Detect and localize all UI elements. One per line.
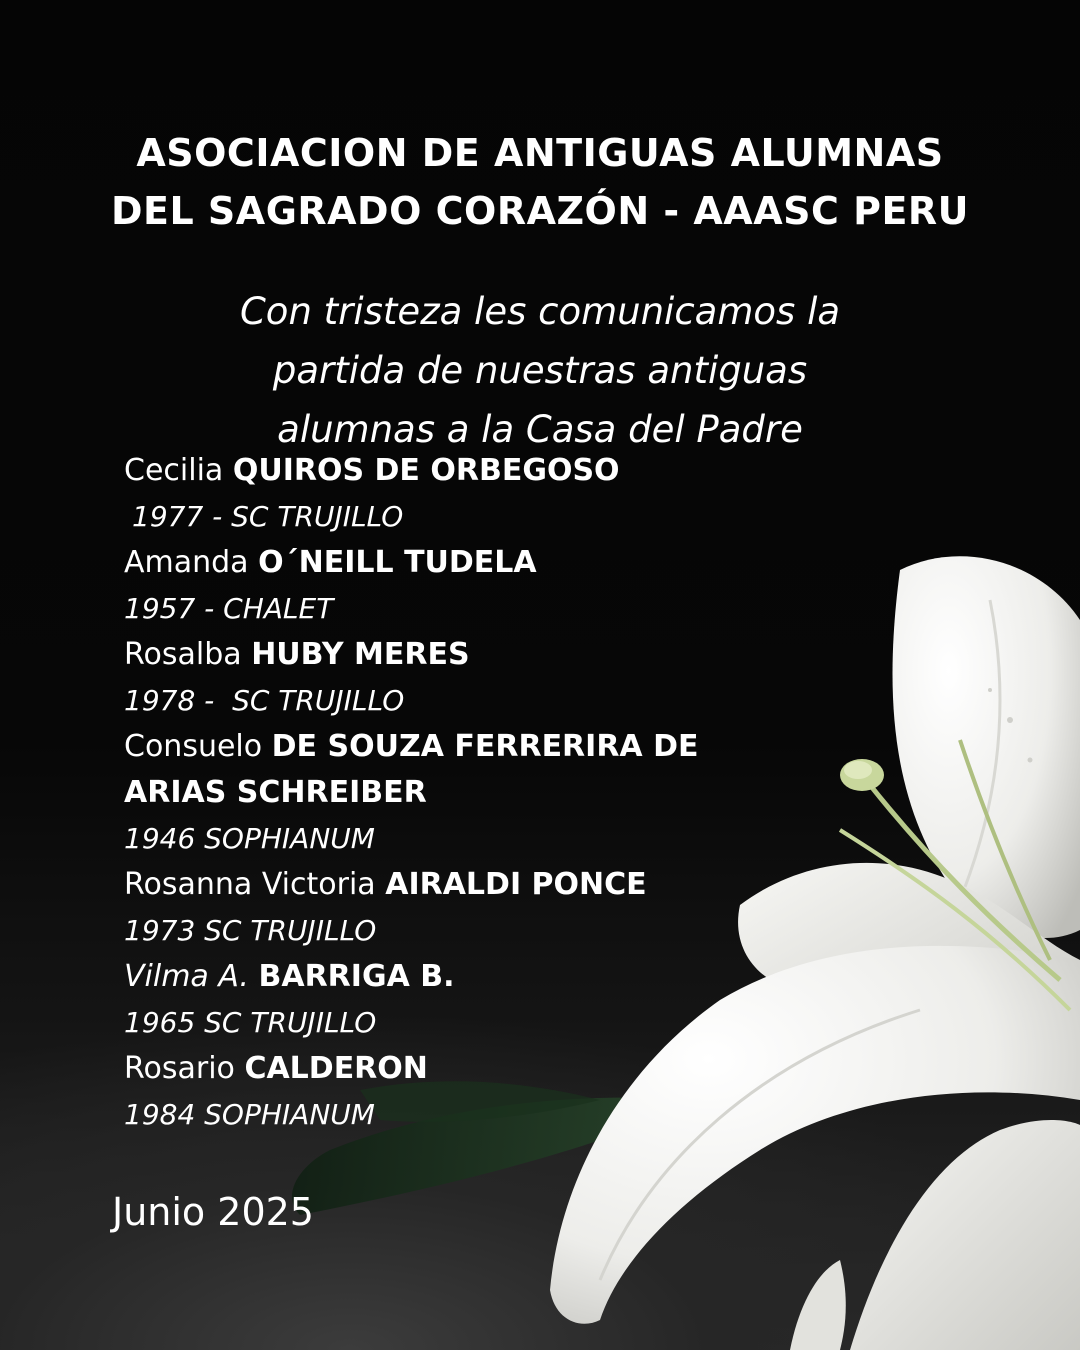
last-name: O´NEILL TUDELA xyxy=(258,545,537,580)
last-name: QUIROS DE ORBEGOSO xyxy=(232,453,620,488)
person-name xyxy=(124,632,824,678)
list-item xyxy=(124,632,824,724)
class-year-school: 1977 - SC TRUJILLO xyxy=(132,500,404,533)
class-year-school: 1946 SOPHIANUM xyxy=(124,822,375,855)
last-name: AIRALDI PONCE xyxy=(385,867,647,902)
condolence-message xyxy=(0,282,1080,459)
title-line-1: ASOCIACION DE ANTIGUAS ALUMNAS xyxy=(136,131,944,175)
person-name xyxy=(124,540,824,586)
class-year-school: 1965 SC TRUJILLO xyxy=(124,1006,377,1039)
class-year-school: 1957 - CHALET xyxy=(124,592,334,625)
first-name: Amanda xyxy=(124,545,249,580)
class-year-school: 1978 - SC TRUJILLO xyxy=(124,684,405,717)
first-name: Rosanna Victoria xyxy=(124,867,376,902)
person-name xyxy=(124,862,824,908)
list-item xyxy=(124,862,824,954)
list-item xyxy=(124,448,824,540)
list-item xyxy=(124,540,824,632)
class-year-school: 1984 SOPHIANUM xyxy=(124,1098,375,1131)
last-name: CALDERON xyxy=(244,1051,428,1086)
last-name: BARRIGA B. xyxy=(258,959,455,994)
message-line-1: Con tristeza les comunicamos la xyxy=(239,290,841,333)
deceased-list xyxy=(124,448,824,1138)
title-line-2: DEL SAGRADO CORAZÓN - AAASC PERU xyxy=(110,189,970,233)
list-item xyxy=(124,724,824,862)
person-name xyxy=(124,724,744,816)
first-name: Cecilia xyxy=(124,453,224,488)
association-title xyxy=(0,124,1080,240)
person-name xyxy=(124,954,824,1000)
first-name: Rosalba xyxy=(124,637,242,672)
class-year-school: 1973 SC TRUJILLO xyxy=(124,914,377,947)
first-name: Vilma A. xyxy=(124,959,249,994)
message-line-3: alumnas a la Casa del Padre xyxy=(277,408,803,451)
person-name xyxy=(124,448,824,494)
first-name: Rosario xyxy=(124,1051,235,1086)
list-item xyxy=(124,1046,824,1138)
date-footer: Junio 2025 xyxy=(112,1190,314,1234)
first-name: Consuelo xyxy=(124,729,263,764)
list-item xyxy=(124,954,824,1046)
last-name: DE SOUZA FERRERIRA DE ARIAS SCHREIBER xyxy=(124,729,699,810)
message-line-2: partida de nuestras antiguas xyxy=(272,349,808,392)
person-name xyxy=(124,1046,824,1092)
last-name: HUBY MERES xyxy=(251,637,470,672)
